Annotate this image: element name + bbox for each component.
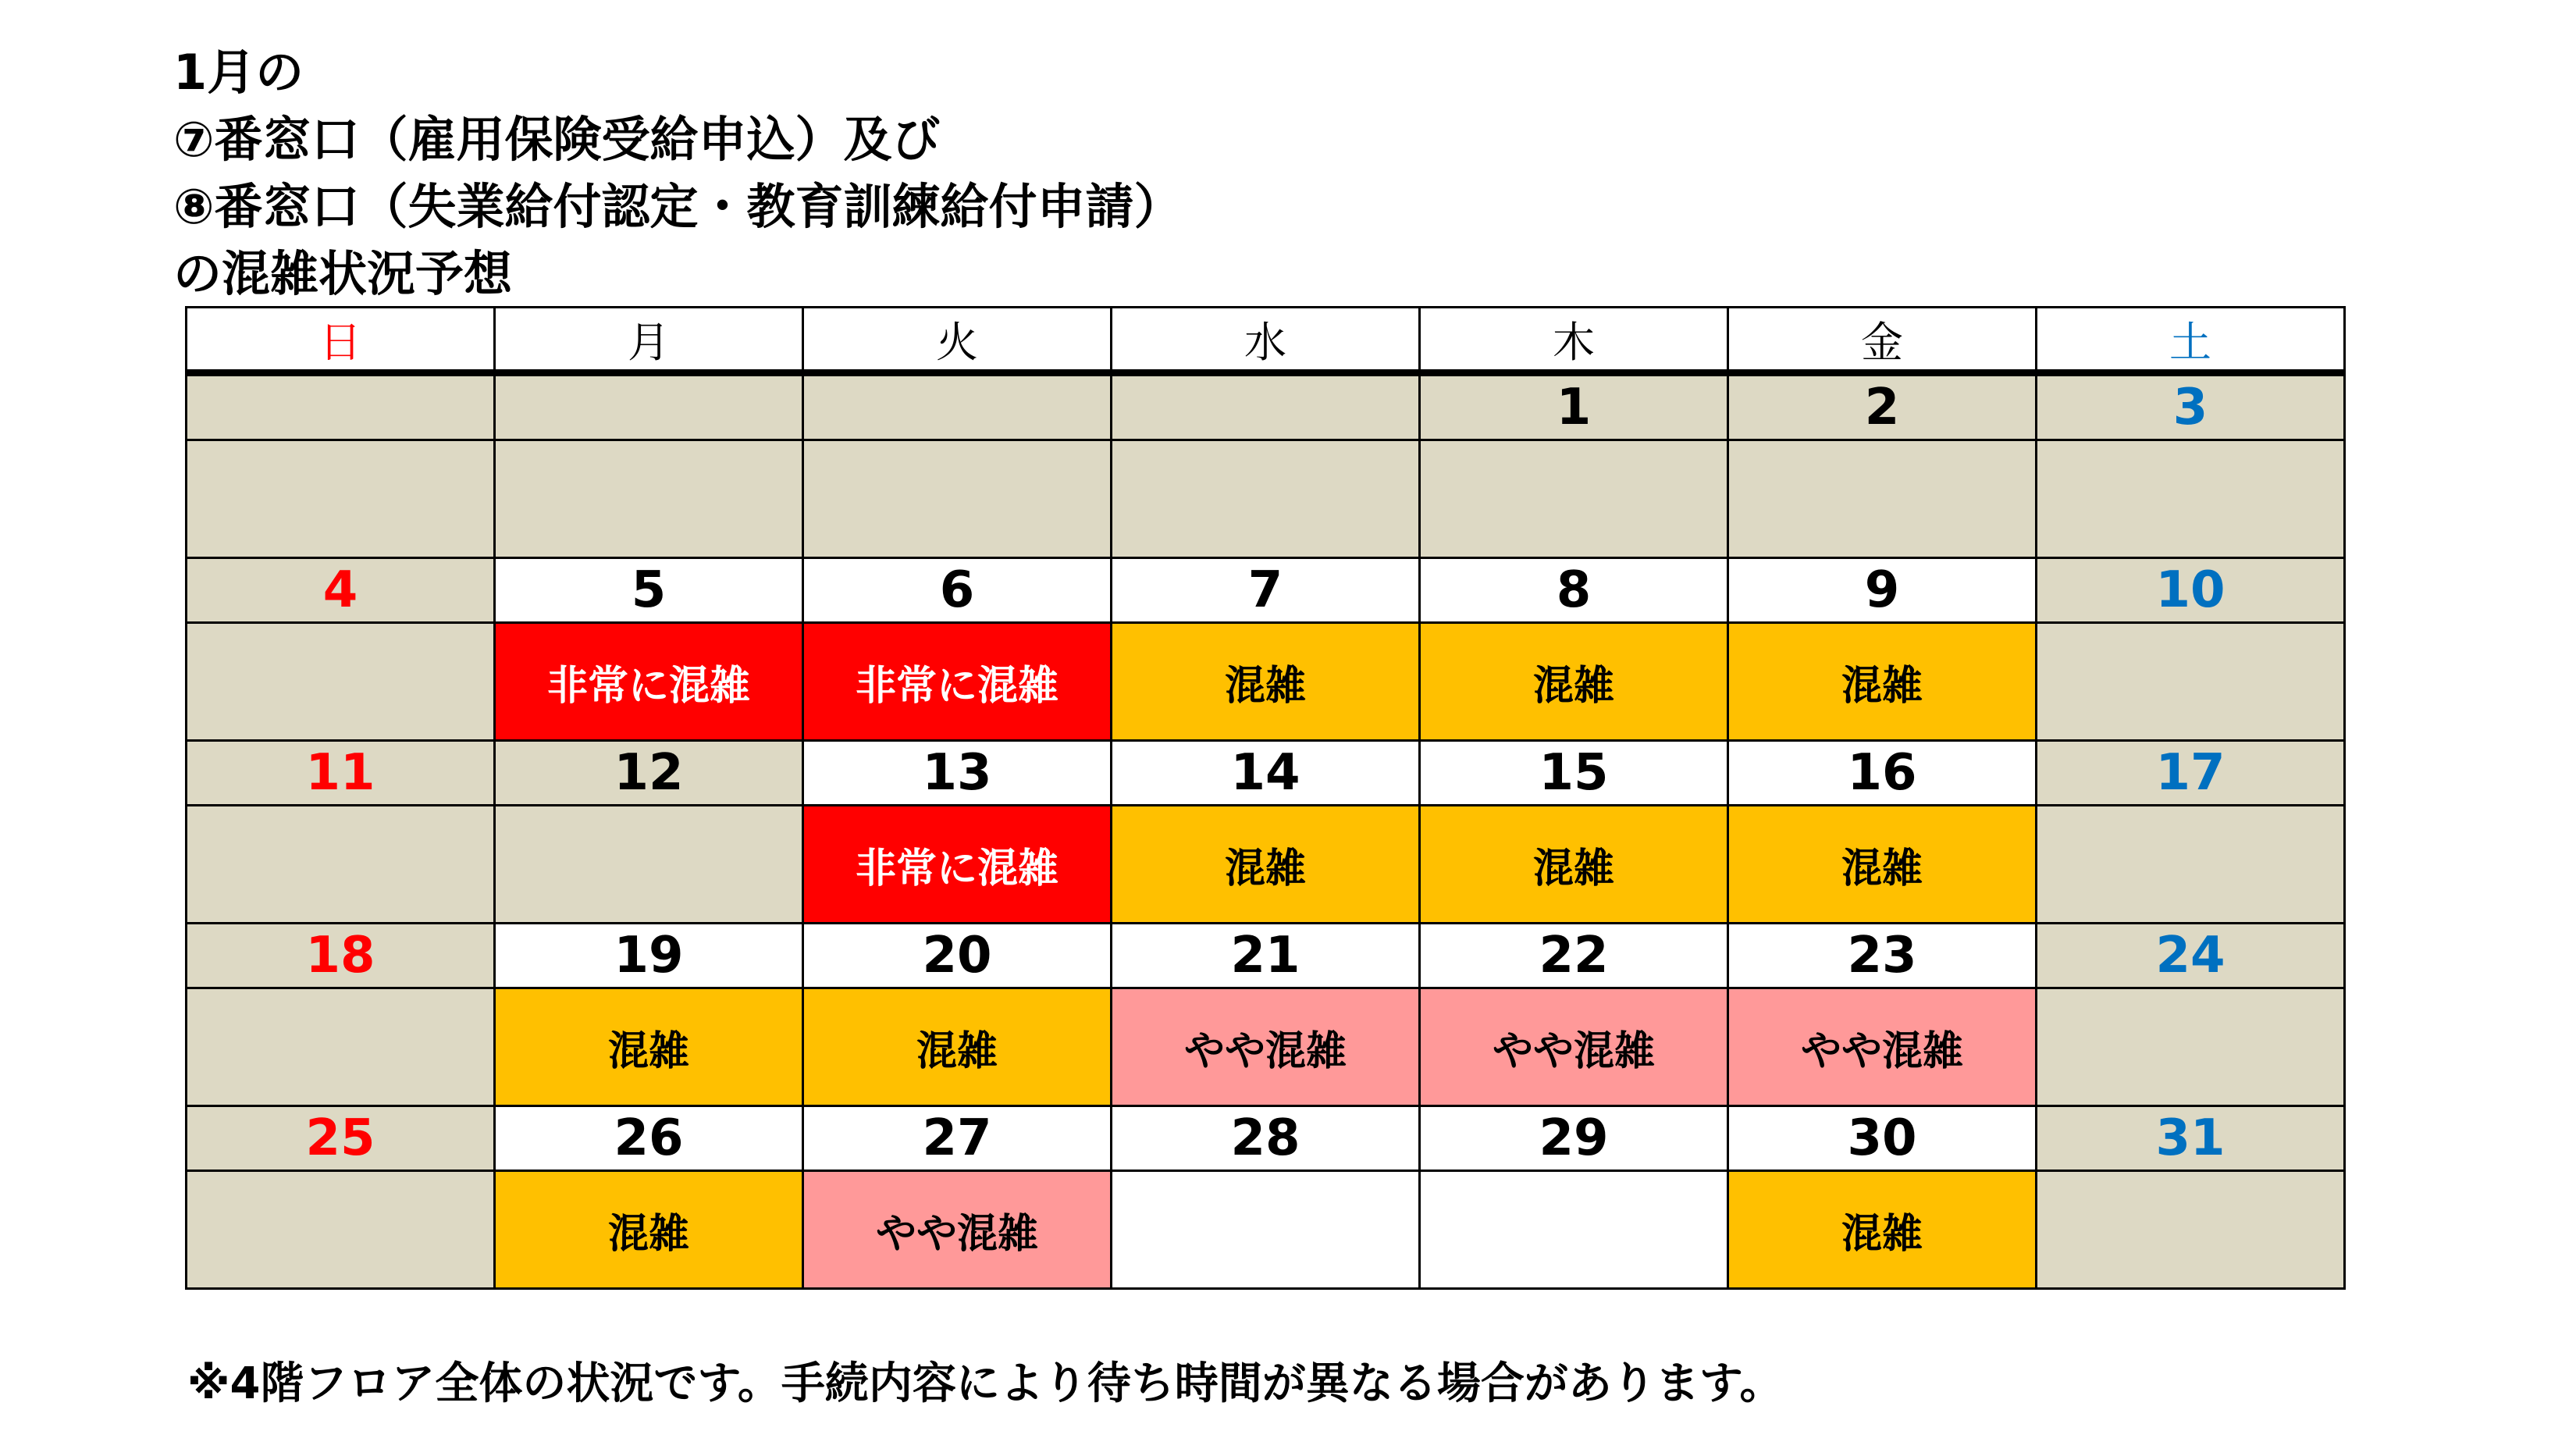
date-cell: 1	[1420, 373, 1728, 440]
date-cell	[803, 373, 1112, 440]
date-cell	[187, 373, 495, 440]
date-cell: 13	[803, 741, 1112, 806]
date-cell: 29	[1420, 1106, 1728, 1171]
date-cell: 28	[1112, 1106, 1420, 1171]
status-cell	[2037, 988, 2345, 1106]
footnote: ※4階フロア全体の状況です。手続内容により待ち時間が異なる場合があります。	[187, 1358, 1784, 1409]
weekday-header: 金	[1728, 308, 2037, 373]
weekday-header: 土	[2037, 308, 2345, 373]
date-cell: 11	[187, 741, 495, 806]
weekday-header: 火	[803, 308, 1112, 373]
status-cell	[1728, 988, 2037, 1106]
date-cell: 31	[2037, 1106, 2345, 1171]
date-cell: 20	[803, 924, 1112, 988]
date-cell: 22	[1420, 924, 1728, 988]
status-cell	[803, 806, 1112, 924]
date-cell: 8	[1420, 558, 1728, 623]
date-cell	[1112, 373, 1420, 440]
status-cell	[1112, 440, 1420, 558]
date-cell: 25	[187, 1106, 495, 1171]
date-cell: 24	[2037, 924, 2345, 988]
status-cell	[495, 806, 803, 924]
title-line: ⑧番窓口（失業給付認定・教育訓練給付申請）	[173, 178, 1183, 235]
status-row	[187, 806, 2345, 924]
status-row	[187, 988, 2345, 1106]
status-label: 非常に混雑	[546, 662, 750, 710]
status-cell	[1420, 1171, 1728, 1289]
page-title	[173, 39, 1183, 308]
status-cell	[1728, 1171, 2037, 1289]
status-cell	[495, 1171, 803, 1289]
status-cell	[495, 440, 803, 558]
status-label: 混雑	[916, 1027, 998, 1075]
date-cell: 9	[1728, 558, 2037, 623]
date-cell: 18	[187, 924, 495, 988]
date-row	[187, 558, 2345, 623]
status-cell	[2037, 440, 2345, 558]
date-row	[187, 741, 2345, 806]
status-cell	[1420, 440, 1728, 558]
date-cell: 7	[1112, 558, 1420, 623]
status-label: 混雑	[1532, 662, 1614, 710]
weekday-header: 月	[495, 308, 803, 373]
status-cell	[1420, 623, 1728, 741]
status-cell	[803, 1171, 1112, 1289]
date-cell: 10	[2037, 558, 2345, 623]
title-line: 1月の	[173, 44, 304, 101]
date-cell: 6	[803, 558, 1112, 623]
status-label: 混雑	[1532, 845, 1614, 892]
status-cell	[1728, 806, 2037, 924]
date-cell: 23	[1728, 924, 2037, 988]
congestion-calendar	[185, 306, 2346, 1290]
status-row	[187, 440, 2345, 558]
date-cell: 5	[495, 558, 803, 623]
weekday-header: 水	[1112, 308, 1420, 373]
status-cell	[187, 623, 495, 741]
date-row	[187, 1106, 2345, 1171]
status-cell	[187, 440, 495, 558]
date-cell: 4	[187, 558, 495, 623]
date-cell: 14	[1112, 741, 1420, 806]
date-cell: 19	[495, 924, 803, 988]
date-cell: 27	[803, 1106, 1112, 1171]
date-cell: 21	[1112, 924, 1420, 988]
status-label: やや混雑	[1800, 1027, 1963, 1075]
weekday-header: 日	[187, 308, 495, 373]
status-cell	[1420, 806, 1728, 924]
title-line: の混雑状況予想	[173, 245, 513, 302]
status-cell	[187, 988, 495, 1106]
status-cell	[803, 623, 1112, 741]
status-cell	[495, 623, 803, 741]
status-cell	[1112, 623, 1420, 741]
status-label: 混雑	[1841, 1210, 1923, 1258]
status-cell	[187, 1171, 495, 1289]
date-cell: 15	[1420, 741, 1728, 806]
status-label: 混雑	[607, 1210, 689, 1258]
status-row	[187, 1171, 2345, 1289]
status-cell	[803, 988, 1112, 1106]
date-cell: 2	[1728, 373, 2037, 440]
status-cell	[1728, 440, 2037, 558]
title-line: ⑦番窓口（雇用保険受給申込）及び	[173, 111, 941, 168]
status-label: 混雑	[1224, 662, 1306, 710]
date-cell: 17	[2037, 741, 2345, 806]
date-cell: 3	[2037, 373, 2345, 440]
date-cell	[495, 373, 803, 440]
weekday-header-row	[187, 308, 2345, 373]
status-cell	[187, 806, 495, 924]
status-row	[187, 623, 2345, 741]
date-cell: 16	[1728, 741, 2037, 806]
status-label: やや混雑	[1183, 1027, 1347, 1075]
status-cell	[803, 440, 1112, 558]
status-cell	[1420, 988, 1728, 1106]
calendar-body	[187, 373, 2345, 1289]
date-row	[187, 924, 2345, 988]
status-cell	[1112, 1171, 1420, 1289]
status-label: 混雑	[607, 1027, 689, 1075]
status-cell	[2037, 623, 2345, 741]
date-cell: 26	[495, 1106, 803, 1171]
status-cell	[1112, 988, 1420, 1106]
status-label: 非常に混雑	[855, 662, 1059, 710]
status-label: 混雑	[1224, 845, 1306, 892]
date-row	[187, 373, 2345, 440]
status-cell	[2037, 1171, 2345, 1289]
weekday-header: 木	[1420, 308, 1728, 373]
status-cell	[2037, 806, 2345, 924]
date-cell: 30	[1728, 1106, 2037, 1171]
status-label: 混雑	[1841, 662, 1923, 710]
status-label: 非常に混雑	[855, 845, 1059, 892]
status-cell	[1728, 623, 2037, 741]
status-label: やや混雑	[1492, 1027, 1655, 1075]
status-cell	[495, 988, 803, 1106]
status-label: 混雑	[1841, 845, 1923, 892]
status-cell	[1112, 806, 1420, 924]
status-label: やや混雑	[875, 1210, 1038, 1258]
date-cell: 12	[495, 741, 803, 806]
